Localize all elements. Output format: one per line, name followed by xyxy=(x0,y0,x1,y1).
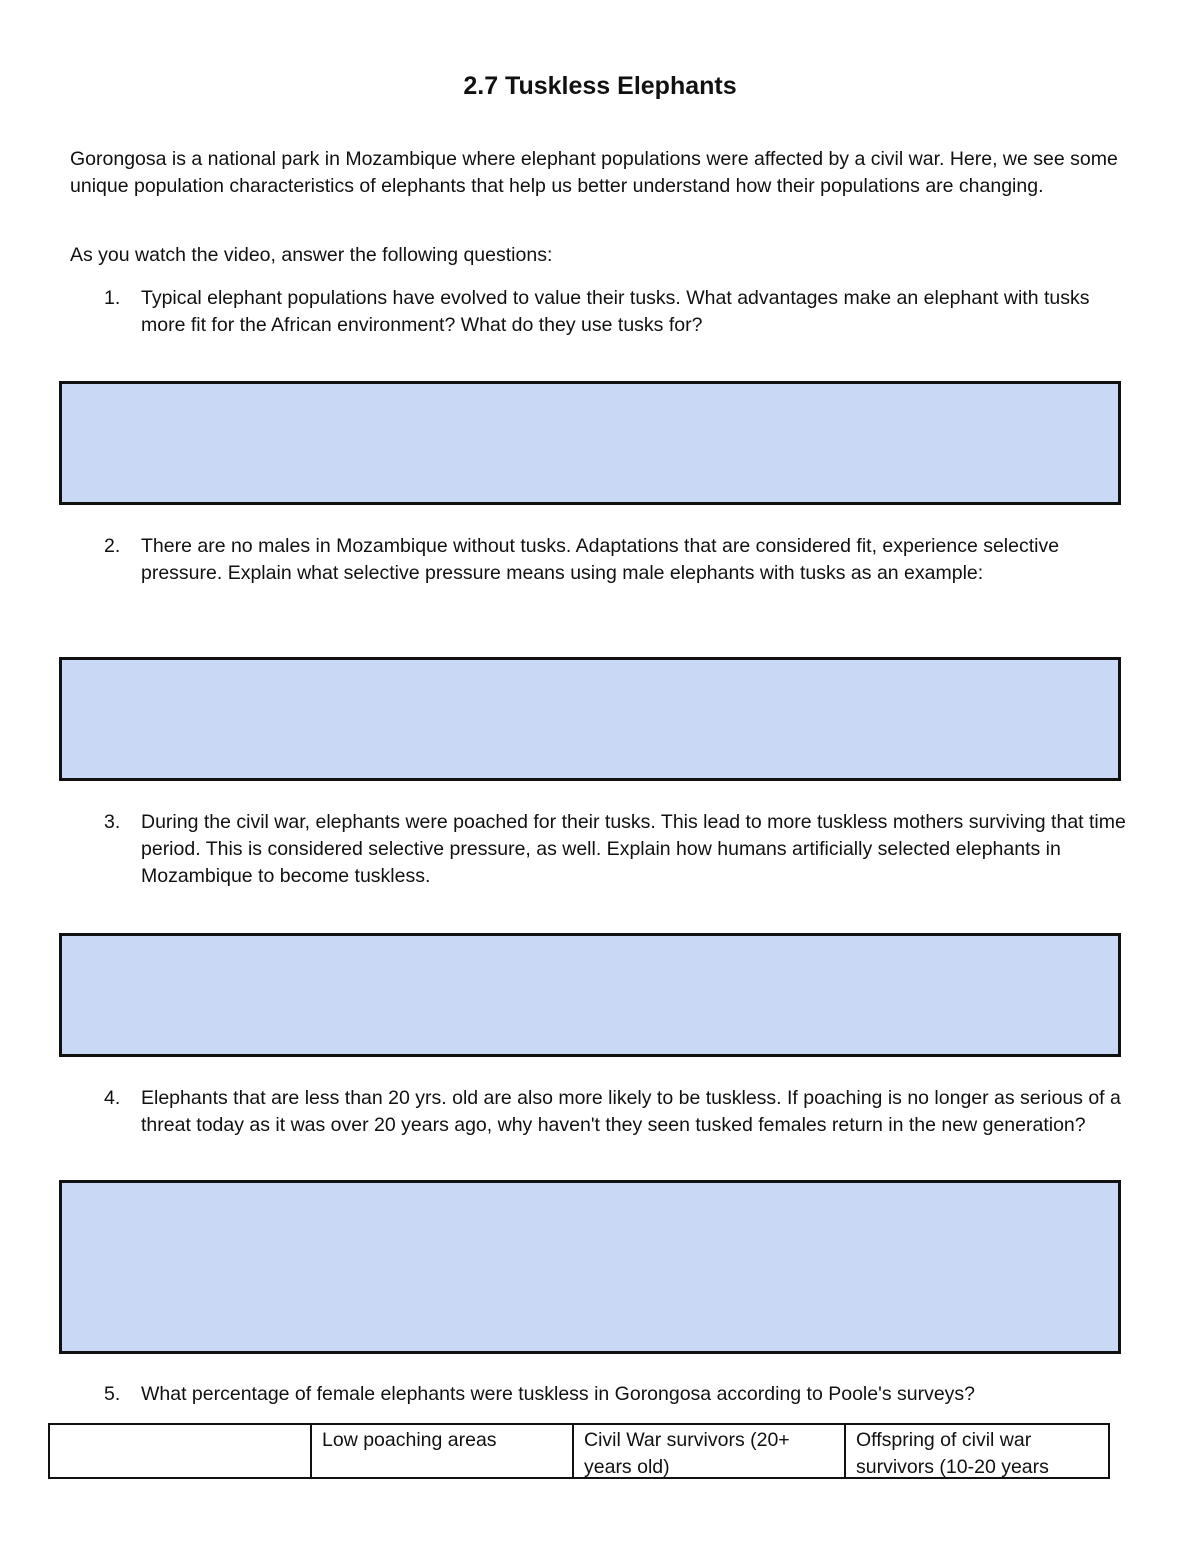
table-header-cell[interactable]: Offspring of civil war survivors (10-20 years xyxy=(845,1424,1109,1478)
table-header-cell[interactable]: Low poaching areas xyxy=(311,1424,573,1478)
table-header-row xyxy=(49,1424,1109,1478)
question-1 xyxy=(70,285,1130,339)
answer-box-4[interactable] xyxy=(59,1180,1121,1354)
question-number: 2. xyxy=(104,535,121,557)
question-text: Elephants that are less than 20 yrs. old are also more likely to be tuskless. If poaching is no longer as serious of a threat today as it was over 20 years ago, why haven't they seen tusked females return in the new generation? xyxy=(141,1087,1121,1136)
table-header-cell[interactable]: Civil War survivors (20+ years old) xyxy=(573,1424,845,1478)
question-5 xyxy=(70,1381,1130,1408)
tusklessness-table xyxy=(48,1423,1110,1479)
question-2 xyxy=(70,533,1130,587)
instructions: As you watch the video, answer the following questions: xyxy=(70,244,553,266)
question-number: 4. xyxy=(104,1087,121,1109)
question-text: What percentage of female elephants were tuskless in Gorongosa according to Poole's surveys? xyxy=(141,1383,976,1405)
question-text: During the civil war, elephants were poached for their tusks. This lead to more tuskless mothers surviving that time period. This is considered selective pressure, as well. Explain how humans artificially selected elephants in Mozambique to become tuskless. xyxy=(141,811,1126,887)
question-number: 5. xyxy=(104,1383,121,1405)
question-number: 3. xyxy=(104,811,121,833)
table-header-cell[interactable] xyxy=(49,1424,311,1478)
answer-box-1[interactable] xyxy=(59,381,1121,505)
intro-paragraph: Gorongosa is a national park in Mozambique where elephant populations were affected by a civil war. Here, we see some unique population characteristics of elephants that help us better understand how their populations are changing. xyxy=(70,148,1118,197)
question-3 xyxy=(70,809,1130,890)
answer-box-3[interactable] xyxy=(59,933,1121,1057)
answer-box-2[interactable] xyxy=(59,657,1121,781)
question-4 xyxy=(70,1085,1130,1139)
question-text: Typical elephant populations have evolved to value their tusks. What advantages make an elephant with tusks more fit for the African environment? What do they use tusks for? xyxy=(141,287,1090,336)
question-text: There are no males in Mozambique without tusks. Adaptations that are considered fit, experience selective pressure. Explain what selective pressure means using male elephants with tusks as an example: xyxy=(141,535,1060,584)
question-number: 1. xyxy=(104,287,121,309)
page-title: 2.7 Tuskless Elephants xyxy=(463,72,737,100)
